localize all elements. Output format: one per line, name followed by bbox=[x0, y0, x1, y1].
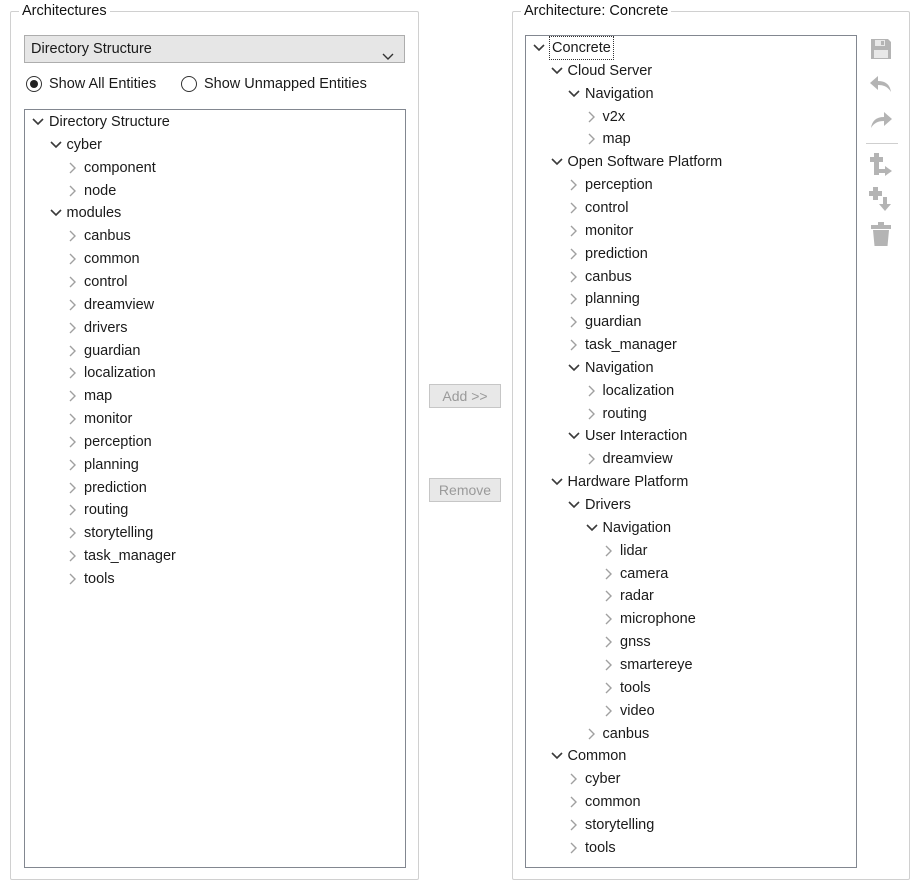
tree-node-label: microphone bbox=[620, 611, 696, 628]
tree-node-label: monitor bbox=[585, 222, 634, 239]
tree-node[interactable] bbox=[567, 425, 687, 447]
architecture-select-value: Directory Structure bbox=[31, 41, 152, 57]
redo-icon bbox=[869, 110, 893, 134]
chevron-right-icon[interactable] bbox=[585, 723, 599, 745]
tree-node[interactable] bbox=[585, 517, 672, 539]
tree-node[interactable] bbox=[66, 317, 128, 339]
tree-node-label: Hardware Platform bbox=[567, 474, 689, 491]
add-child-icon bbox=[869, 152, 893, 180]
remove-button[interactable]: Remove bbox=[429, 478, 501, 502]
chevron-right-icon[interactable] bbox=[66, 385, 80, 407]
chevron-right-icon[interactable] bbox=[66, 522, 80, 544]
chevron-right-icon[interactable] bbox=[585, 380, 599, 402]
tree-node[interactable] bbox=[567, 220, 633, 242]
chevron-right-icon[interactable] bbox=[66, 499, 80, 521]
architecture-tree[interactable] bbox=[525, 35, 857, 868]
tree-node-label: canbus bbox=[585, 268, 632, 285]
radio-show-unmapped-indicator bbox=[181, 76, 197, 92]
tree-node[interactable] bbox=[585, 128, 631, 150]
tree-node[interactable] bbox=[567, 357, 654, 379]
tree-node-label: video bbox=[620, 702, 655, 719]
chevron-down-icon[interactable] bbox=[567, 494, 581, 516]
tree-node-label: storytelling bbox=[585, 816, 655, 833]
tree-node[interactable] bbox=[567, 174, 653, 196]
tree-node[interactable] bbox=[567, 494, 631, 516]
tree-node-label: v2x bbox=[602, 108, 626, 125]
tree-node-label: dreamview bbox=[602, 451, 673, 468]
tree-node-label: tools bbox=[620, 679, 651, 696]
tree-node-label: radar bbox=[620, 588, 654, 605]
tree-node-label: gnss bbox=[620, 634, 651, 651]
tree-node-label: Navigation bbox=[585, 85, 654, 102]
chevron-right-icon[interactable] bbox=[602, 563, 616, 585]
delete-button[interactable] bbox=[866, 222, 896, 250]
tree-node-label: modules bbox=[66, 205, 122, 222]
chevron-right-icon[interactable] bbox=[567, 266, 581, 288]
chevron-down-icon[interactable] bbox=[567, 83, 581, 105]
tree-node-label: Drivers bbox=[585, 497, 631, 513]
tree-node[interactable] bbox=[602, 608, 696, 630]
tree-node-label: routing bbox=[602, 405, 647, 422]
tree-node-label: map bbox=[84, 388, 113, 405]
tree-node-label: perception bbox=[585, 177, 653, 194]
tree-node[interactable] bbox=[66, 294, 154, 316]
directory-tree[interactable] bbox=[24, 109, 406, 868]
chevron-down-icon[interactable] bbox=[550, 745, 564, 767]
tree-node-label: storytelling bbox=[84, 525, 154, 542]
chevron-right-icon[interactable] bbox=[66, 431, 80, 453]
chevron-right-icon[interactable] bbox=[66, 362, 80, 384]
redo-button[interactable] bbox=[866, 108, 896, 136]
chevron-right-icon[interactable] bbox=[567, 197, 581, 219]
chevron-right-icon[interactable] bbox=[567, 334, 581, 356]
tree-node[interactable] bbox=[532, 37, 613, 59]
chevron-right-icon[interactable] bbox=[602, 585, 616, 607]
chevron-down-icon[interactable] bbox=[550, 60, 564, 82]
tree-node[interactable] bbox=[66, 362, 156, 384]
chevron-right-icon[interactable] bbox=[66, 248, 80, 270]
tree-node[interactable] bbox=[49, 202, 122, 224]
chevron-right-icon[interactable] bbox=[66, 477, 80, 499]
tree-node-label: component bbox=[84, 159, 156, 176]
tree-node-label: Open Software Platform bbox=[567, 154, 723, 171]
tree-node-label: canbus bbox=[84, 228, 131, 245]
tree-node[interactable] bbox=[567, 791, 641, 813]
delete-icon bbox=[870, 222, 892, 250]
tree-node[interactable] bbox=[567, 243, 648, 265]
tree-node[interactable] bbox=[585, 380, 675, 402]
radio-show-unmapped[interactable] bbox=[181, 76, 367, 92]
chevron-right-icon[interactable] bbox=[66, 157, 80, 179]
chevron-down-icon bbox=[382, 44, 394, 70]
architecture-concrete-group-title: Architecture: Concrete bbox=[521, 2, 671, 20]
tree-node-label: dreamview bbox=[84, 296, 155, 313]
tree-node[interactable] bbox=[49, 134, 102, 156]
tree-node-label: planning bbox=[84, 456, 139, 473]
tree-node[interactable] bbox=[567, 266, 632, 288]
tree-node[interactable] bbox=[66, 454, 139, 476]
tree-node[interactable] bbox=[585, 106, 626, 128]
tree-node[interactable] bbox=[567, 837, 616, 859]
chevron-right-icon[interactable] bbox=[602, 631, 616, 653]
chevron-down-icon[interactable] bbox=[567, 357, 581, 379]
tree-node-label: cyber bbox=[66, 136, 102, 153]
tree-node[interactable] bbox=[585, 448, 673, 470]
chevron-right-icon[interactable] bbox=[567, 220, 581, 242]
chevron-down-icon[interactable] bbox=[49, 202, 63, 224]
tree-node-label: Navigation bbox=[602, 519, 672, 536]
tree-node[interactable] bbox=[567, 334, 677, 356]
chevron-down-icon[interactable] bbox=[567, 425, 581, 447]
tree-node[interactable] bbox=[567, 814, 654, 836]
tree-node[interactable] bbox=[567, 197, 629, 219]
tree-node[interactable] bbox=[66, 157, 156, 179]
chevron-down-icon[interactable] bbox=[550, 471, 564, 493]
tree-node-label: canbus bbox=[602, 725, 650, 742]
add-button[interactable]: Add >> bbox=[429, 384, 501, 408]
chevron-down-icon[interactable] bbox=[49, 134, 63, 156]
tree-node[interactable] bbox=[66, 499, 128, 521]
tree-node[interactable] bbox=[66, 180, 116, 202]
radio-show-all[interactable] bbox=[26, 76, 156, 92]
tree-node[interactable] bbox=[66, 271, 128, 293]
tree-node-label: task_manager bbox=[585, 337, 677, 354]
radio-show-all-indicator bbox=[26, 76, 42, 92]
tree-node[interactable] bbox=[602, 563, 668, 585]
tree-node-label: localization bbox=[84, 365, 156, 382]
tree-node[interactable] bbox=[66, 477, 147, 499]
tree-node-label: routing bbox=[84, 502, 129, 519]
chevron-right-icon[interactable] bbox=[567, 837, 581, 859]
tree-node[interactable] bbox=[602, 540, 647, 562]
tree-node[interactable] bbox=[602, 631, 651, 653]
chevron-right-icon[interactable] bbox=[567, 768, 581, 790]
chevron-right-icon[interactable] bbox=[66, 180, 80, 202]
chevron-down-icon[interactable] bbox=[532, 37, 546, 59]
tree-node[interactable] bbox=[550, 151, 723, 173]
radio-show-unmapped-label: Show Unmapped Entities bbox=[204, 76, 367, 92]
tree-node-label: Common bbox=[567, 748, 627, 765]
tree-node-label: common bbox=[585, 794, 641, 811]
chevron-right-icon[interactable] bbox=[602, 608, 616, 630]
chevron-right-icon[interactable] bbox=[602, 654, 616, 676]
chevron-right-icon[interactable] bbox=[567, 814, 581, 836]
tree-node-label: smartereye bbox=[620, 656, 693, 673]
chevron-down-icon[interactable] bbox=[550, 151, 564, 173]
chevron-right-icon[interactable] bbox=[66, 225, 80, 247]
tree-node[interactable] bbox=[602, 677, 651, 699]
chevron-right-icon[interactable] bbox=[66, 568, 80, 590]
save-icon bbox=[869, 37, 893, 65]
tree-node-label: Directory Structure bbox=[49, 114, 170, 130]
tree-node[interactable] bbox=[66, 225, 131, 247]
tree-node-label: control bbox=[585, 199, 629, 216]
tree-node[interactable] bbox=[602, 700, 655, 722]
tree-node-label: Navigation bbox=[585, 359, 654, 376]
chevron-right-icon[interactable] bbox=[602, 677, 616, 699]
tree-node-label: tools bbox=[84, 571, 115, 587]
chevron-right-icon[interactable] bbox=[567, 311, 581, 333]
architecture-select[interactable] bbox=[24, 35, 405, 63]
tree-node-label: guardian bbox=[84, 342, 141, 359]
tree-node-label: Cloud Server bbox=[567, 62, 653, 79]
tree-node[interactable] bbox=[567, 288, 640, 310]
tree-node[interactable] bbox=[585, 723, 650, 745]
tree-node-label: drivers bbox=[84, 319, 128, 336]
tree-node[interactable] bbox=[66, 385, 112, 407]
tree-node[interactable] bbox=[66, 522, 153, 544]
chevron-down-icon[interactable] bbox=[31, 111, 45, 133]
chevron-right-icon[interactable] bbox=[66, 317, 80, 339]
chevron-right-icon[interactable] bbox=[66, 340, 80, 362]
tree-node-label: camera bbox=[620, 565, 669, 582]
tree-node-label: Concrete bbox=[550, 37, 613, 59]
chevron-right-icon[interactable] bbox=[567, 174, 581, 196]
tree-node-label: map bbox=[602, 131, 631, 148]
undo-button[interactable] bbox=[866, 72, 896, 100]
tree-node-label: lidar bbox=[620, 542, 648, 559]
toolbar-separator bbox=[866, 143, 898, 144]
chevron-right-icon[interactable] bbox=[602, 540, 616, 562]
tree-node[interactable] bbox=[602, 654, 693, 676]
chevron-down-icon[interactable] bbox=[585, 517, 599, 539]
architectures-group-title: Architectures bbox=[19, 2, 110, 20]
tree-node[interactable] bbox=[66, 568, 115, 590]
tree-node-label: node bbox=[84, 182, 117, 199]
tree-node-label: monitor bbox=[84, 411, 133, 428]
chevron-right-icon[interactable] bbox=[66, 294, 80, 316]
tree-node[interactable] bbox=[550, 60, 653, 82]
add-child-button[interactable] bbox=[866, 152, 896, 180]
tree-node-label: control bbox=[84, 273, 128, 290]
tree-node-label: prediction bbox=[585, 245, 648, 262]
tree-node[interactable] bbox=[567, 311, 641, 333]
tree-node[interactable] bbox=[567, 83, 654, 105]
chevron-right-icon[interactable] bbox=[585, 448, 599, 470]
tree-node-label: guardian bbox=[585, 314, 642, 331]
tree-node[interactable] bbox=[567, 768, 620, 790]
chevron-right-icon[interactable] bbox=[66, 545, 80, 567]
save-button[interactable] bbox=[866, 37, 896, 65]
tree-node-label: planning bbox=[585, 291, 640, 308]
tree-node[interactable] bbox=[66, 545, 176, 567]
chevron-right-icon[interactable] bbox=[585, 128, 599, 150]
chevron-right-icon[interactable] bbox=[66, 408, 80, 430]
chevron-right-icon[interactable] bbox=[602, 700, 616, 722]
tree-node[interactable] bbox=[66, 431, 152, 453]
tree-node-label: tools bbox=[585, 839, 616, 856]
undo-icon bbox=[869, 74, 893, 98]
tree-node[interactable] bbox=[550, 471, 689, 493]
tree-node[interactable] bbox=[31, 111, 170, 133]
tree-node[interactable] bbox=[550, 745, 627, 767]
tree-node[interactable] bbox=[585, 403, 647, 425]
tree-node[interactable] bbox=[66, 408, 132, 430]
tree-node[interactable] bbox=[602, 585, 654, 607]
chevron-right-icon[interactable] bbox=[567, 791, 581, 813]
chevron-right-icon[interactable] bbox=[66, 454, 80, 476]
chevron-right-icon[interactable] bbox=[567, 288, 581, 310]
chevron-right-icon[interactable] bbox=[66, 271, 80, 293]
tree-node-label: prediction bbox=[84, 479, 147, 496]
tree-node-label: task_manager bbox=[84, 548, 176, 565]
tree-node[interactable] bbox=[66, 340, 140, 362]
tree-node-label: User Interaction bbox=[585, 428, 688, 445]
chevron-right-icon[interactable] bbox=[585, 106, 599, 128]
add-sibling-button[interactable] bbox=[866, 187, 896, 215]
add-sibling-icon bbox=[869, 187, 893, 215]
tree-node[interactable] bbox=[66, 248, 140, 270]
tree-node-label: cyber bbox=[585, 771, 621, 788]
tree-node-label: localization bbox=[602, 382, 675, 399]
chevron-right-icon[interactable] bbox=[567, 243, 581, 265]
tree-node-label: common bbox=[84, 251, 140, 268]
radio-show-all-label: Show All Entities bbox=[49, 76, 157, 92]
chevron-right-icon[interactable] bbox=[585, 403, 599, 425]
tree-node-label: perception bbox=[84, 433, 152, 450]
